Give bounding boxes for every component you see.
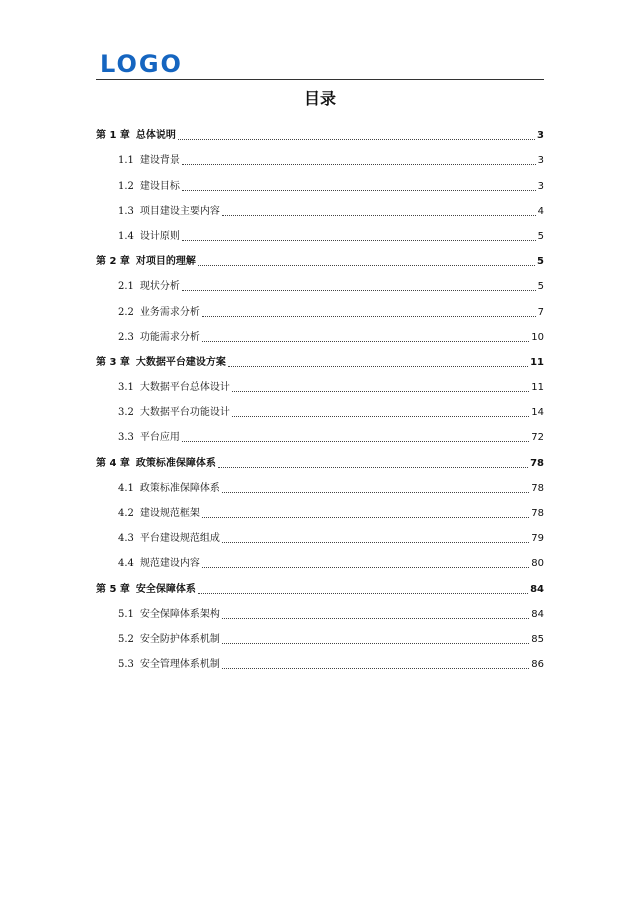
toc-dot-leader [198,265,535,266]
toc-chapter-entry[interactable] [96,570,544,595]
toc-dot-leader [222,542,529,543]
toc-page-number: 72 [531,432,544,444]
header-divider [96,79,544,80]
toc-section-entry[interactable] [96,319,544,344]
toc-dot-leader [182,441,529,442]
toc-page-number: 85 [531,633,544,645]
toc-entry-number: 5.1 [118,608,134,620]
toc-dot-leader [178,139,535,140]
toc-page-number: 14 [531,407,544,419]
toc-dot-leader [182,164,536,165]
toc-page-number: 5 [537,281,544,293]
toc-entry-title: 现状分析 [139,281,180,293]
toc-dot-leader [182,290,536,291]
logo: LOGO [100,50,183,78]
toc-page-number: 11 [531,382,544,394]
toc-entry-title: 建设目标 [139,180,180,192]
toc-entry-title: 建设背景 [139,155,180,167]
toc-page-number: 3 [537,155,544,167]
toc-entry-number: 3.1 [118,382,134,394]
toc-dot-leader [228,366,528,367]
toc-dot-leader [202,567,529,568]
toc-page-number: 79 [531,533,544,545]
toc-entry-title: 平台建设规范组成 [139,533,220,545]
toc-entry-number: 2.1 [118,281,134,293]
toc-entry-number: 4.4 [118,558,134,570]
toc-dot-leader [222,668,529,669]
toc-page-number: 11 [530,356,544,368]
toc-entry-title: 政策标准保障体系 [135,457,216,469]
toc-section-entry[interactable] [96,470,544,495]
toc-entry-title: 项目建设主要内容 [139,205,220,217]
toc-page-number: 5 [537,256,544,268]
toc-title: 目录 [303,89,336,108]
toc-dot-leader [202,341,529,342]
toc-dot-leader [218,467,528,468]
toc-dot-leader [232,391,529,392]
toc-entry-title: 大数据平台总体设计 [139,382,230,394]
toc-section-entry[interactable] [96,218,544,243]
toc-entry-title: 规范建设内容 [139,558,200,570]
toc-entry-number: 2.2 [118,306,134,318]
toc-chapter-entry[interactable] [96,117,544,142]
toc-entry-title: 大数据平台建设方案 [135,356,226,368]
toc-page-number: 7 [537,306,544,318]
toc-page-number: 4 [537,205,544,217]
toc-page-number: 5 [537,230,544,242]
toc-entry-title: 业务需求分析 [139,306,200,318]
toc-entry-title: 大数据平台功能设计 [139,407,230,419]
toc-entry-title: 功能需求分析 [139,331,200,343]
toc-section-entry[interactable] [96,596,544,621]
toc-entry-number: 5.2 [118,633,134,645]
toc-entry-number: 第 3 章 [96,356,130,368]
toc-chapter-entry[interactable] [96,243,544,268]
toc-section-entry[interactable] [96,545,544,570]
toc-section-entry[interactable] [96,142,544,167]
toc-dot-leader [202,316,536,317]
toc-section-entry[interactable] [96,419,544,444]
toc-entry-title: 建设规范框架 [139,508,200,519]
toc-entry-title: 政策标准保障体系 [139,482,220,494]
toc-section-entry[interactable] [96,293,544,318]
toc-entry-number: 4.2 [118,508,134,519]
toc-dot-leader [198,593,528,594]
toc-section-entry[interactable] [96,621,544,646]
toc-entry-title: 安全管理体系机制 [139,659,220,671]
toc-section-entry[interactable] [96,167,544,192]
toc-entry-number: 1.1 [118,155,134,167]
table-of-contents [96,117,544,671]
toc-dot-leader [232,416,529,417]
toc-entry-number: 第 5 章 [96,583,130,595]
toc-entry-number: 2.3 [118,331,134,343]
toc-dot-leader [202,517,529,518]
toc-entry-number: 3.2 [118,407,134,419]
toc-page-number: 10 [531,331,544,343]
toc-page-number: 84 [530,583,544,595]
toc-entry-title: 安全防护体系机制 [139,633,220,645]
toc-section-entry[interactable] [96,268,544,293]
toc-entry-title: 设计原则 [139,230,180,242]
toc-dot-leader [222,492,529,493]
toc-page-number: 86 [531,659,544,671]
toc-dot-leader [222,643,529,644]
toc-entry-title: 安全保障体系架构 [139,608,220,620]
toc-page-number: 3 [537,180,544,192]
toc-chapter-entry[interactable] [96,444,544,469]
toc-entry-title: 对项目的理解 [135,256,196,268]
toc-entry-number: 1.4 [118,230,134,242]
toc-page-number: 78 [530,457,544,469]
toc-entry-title: 总体说明 [135,130,176,142]
toc-entry-number: 第 1 章 [96,130,130,142]
toc-page-number: 84 [531,608,544,620]
toc-entry-number: 4.1 [118,482,134,494]
toc-page-number: 3 [537,130,544,142]
toc-section-entry[interactable] [96,520,544,545]
toc-entry-number: 4.3 [118,533,134,545]
toc-dot-leader [222,215,536,216]
toc-entry-title: 安全保障体系 [135,583,196,595]
toc-entry-number: 1.3 [118,205,134,217]
toc-entry-number: 第 2 章 [96,256,130,268]
toc-entry-number: 3.3 [118,432,134,444]
toc-entry-number: 5.3 [118,659,134,671]
toc-section-entry[interactable] [96,193,544,218]
toc-chapter-entry[interactable] [96,344,544,369]
toc-section-entry[interactable] [96,369,544,394]
toc-entry-title: 平台应用 [139,432,180,444]
toc-dot-leader [182,240,536,241]
toc-entry-number: 1.2 [118,180,134,192]
toc-entry-number: 第 4 章 [96,457,130,469]
toc-dot-leader [222,618,529,619]
toc-page-number: 78 [531,508,544,519]
toc-page-number: 80 [531,558,544,570]
toc-section-entry[interactable] [96,646,544,671]
toc-section-entry[interactable] [96,495,544,520]
toc-dot-leader [182,190,536,191]
toc-section-entry[interactable] [96,394,544,419]
toc-page-number: 78 [531,482,544,494]
